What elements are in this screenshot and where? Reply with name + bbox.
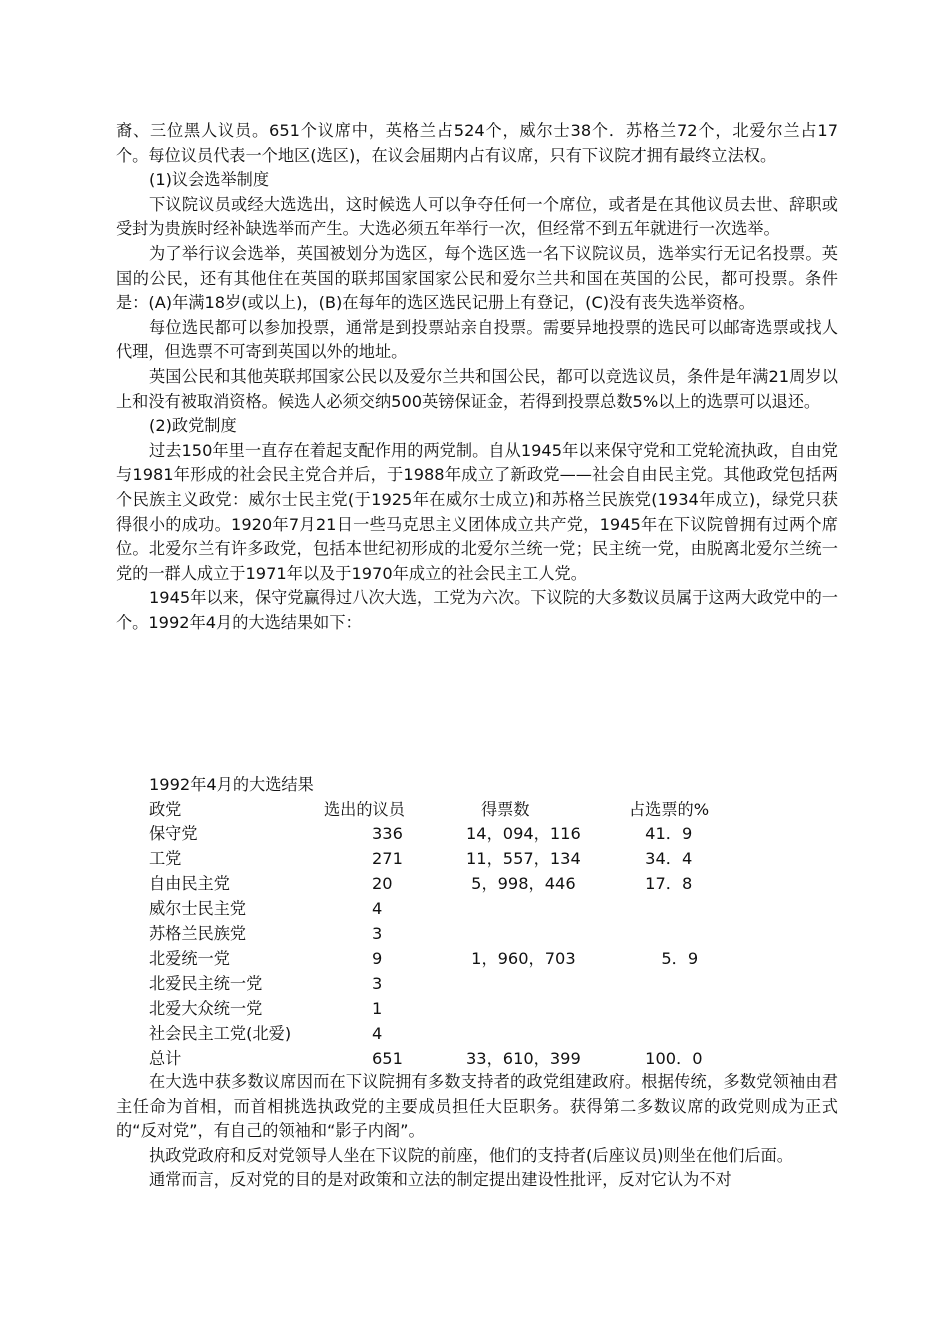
party-name: 北爱大众统一党 (149, 998, 263, 1018)
seats-value: 3 (372, 973, 383, 993)
seats-value: 3 (372, 924, 383, 944)
header-percent: 占选票的% (629, 799, 710, 819)
party-name: 苏格兰民族党 (149, 924, 247, 944)
table-row (149, 1022, 799, 1047)
seats-value: 9 (372, 948, 383, 968)
section-heading-party-system: (2)政党制度 (149, 416, 237, 436)
party-name: 总计 (149, 1048, 182, 1068)
paragraph-candidates: 英国公民和其他英联邦国家公民以及爱尔兰共和国公民，都可以竞选议员，条件是年满21周岁以上和没有被取消资格。候选人必须交纳500英镑保证金，若得到投票总数5%以上的选票可以退还。 (116, 366, 838, 411)
party-name: 保守党 (149, 824, 198, 844)
paragraph-constituencies: 为了举行议会选举，英国被划分为选区，每个选区选一名下议院议员，选举实行无记名投票。英国的公民，还有其他住在英国的联邦国家国家公民和爱尔兰共和国在英国的公民，都可投票。条件是：(A)年满18岁(或以上)，(B)在每年的选区选民记册上有登记，(C)没有丧失选举资格。 (116, 243, 838, 313)
seats-value: 1 (372, 998, 383, 1018)
header-votes: 得票数 (481, 799, 530, 819)
seats-value: 271 (372, 849, 403, 869)
header-party: 政党 (149, 799, 182, 819)
section-heading-election-system: (1)议会选举制度 (149, 170, 270, 190)
seats-value: 651 (372, 1048, 403, 1068)
top-text-section (116, 119, 838, 635)
table-row (149, 947, 799, 972)
table-row (149, 897, 799, 922)
paragraph-government-formation: 在大选中获多数议席因而在下议院拥有多数支持者的政党组建政府。根据传统，多数党领袖由君主任命为首相，而首相挑选执政党的主要成员担任大臣职务。获得第二多数议席的政党则成为正式的“反对党”，有自己的领袖和“影子内阁”。 (116, 1072, 838, 1141)
table-total-row (149, 1047, 799, 1072)
paragraph-opposition-role: 通常而言，反对党的目的是对政策和立法的制定提出建设性批评，反对它认为不对 (149, 1170, 732, 1190)
table-row (149, 872, 799, 897)
bottom-text-section (116, 1070, 838, 1193)
party-name: 社会民主工党(北爱) (149, 1023, 292, 1043)
table-row (149, 847, 799, 872)
seats-value: 4 (372, 899, 383, 919)
percent-value: 41．9 (629, 824, 693, 844)
votes-value: 11，557，134 (466, 849, 581, 869)
table-row (149, 922, 799, 947)
party-name: 自由民主党 (149, 874, 230, 894)
election-results-table (149, 773, 799, 1071)
party-name: 工党 (149, 849, 182, 869)
party-name: 北爱民主统一党 (149, 973, 263, 993)
seats-value: 4 (372, 1023, 383, 1043)
paragraph-mp-election: 下议院议员或经大选选出，这时候选人可以争夺任何一个席位，或者是在其他议员去世、辞职或受封为贵族时经补缺选举而产生。大选必须五年举行一次，但经常不到五年就进行一次选举。 (116, 194, 838, 239)
table-header-row (149, 798, 799, 823)
continuation-paragraph: 裔、三位黑人议员。651个议席中，英格兰占524个，威尔士38个．苏格兰72个，北爱尔兰占17个。每位议员代表一个地区(选区)，在议会届期内占有议席，只有下议院才拥有最终立法权。 (116, 121, 838, 165)
seats-value: 336 (372, 824, 403, 844)
votes-value: 14，094，116 (466, 824, 581, 844)
votes-value: 5，998，446 (466, 874, 576, 894)
percent-value: 34．4 (629, 849, 693, 869)
table-caption: 1992年4月的大选结果 (149, 775, 314, 794)
table-row (149, 997, 799, 1022)
percent-value: 17．8 (629, 874, 693, 894)
header-seats: 选出的议员 (324, 799, 405, 819)
party-name: 威尔士民主党 (149, 899, 247, 919)
percent-value: 5．9 (629, 948, 699, 968)
paragraph-voting: 每位选民都可以参加投票，通常是到投票站亲自投票。需要异地投票的选民可以邮寄选票或找人代理，但选票不可寄到英国以外的地址。 (116, 317, 838, 362)
percent-value: 100．0 (629, 1048, 703, 1068)
votes-value: 33，610，399 (466, 1048, 581, 1068)
votes-value: 1，960，703 (466, 948, 576, 968)
table-row (149, 972, 799, 997)
table-row (149, 822, 799, 847)
paragraph-front-bench: 执政党政府和反对党领导人坐在下议院的前座，他们的支持者(后座议员)则坐在他们后面。 (149, 1145, 793, 1165)
paragraph-election-results-intro: 1945年以来，保守党赢得过八次大选，工党为六次。下议院的大多数议员属于这两大政党中的一个。1992年4月的大选结果如下： (116, 588, 838, 632)
seats-value: 20 (372, 874, 393, 894)
party-name: 北爱统一党 (149, 948, 230, 968)
paragraph-two-party-system: 过去150年里一直存在着起支配作用的两党制。自从1945年以来保守党和工党轮流执政，自由党与1981年形成的社会民主党合并后，于1988年成立了新政党——社会自由民主党。其他政党包括两个民族主义政党：威尔士民主党(于1925年在威尔士成立)和苏格兰民族党(1934年成立)，绿党只获得很小的成功。1920年7月21日一些马克思主义团体成立共产党，1945年在下议院曾拥有过两个席位。北爱尔兰有许多政党，包括本世纪初形成的北爱尔兰统一党；民主统一党，由脱离北爱尔兰统一党的一群人成立于1971年以及于1970年成立的社会民主工人党。 (116, 440, 838, 583)
